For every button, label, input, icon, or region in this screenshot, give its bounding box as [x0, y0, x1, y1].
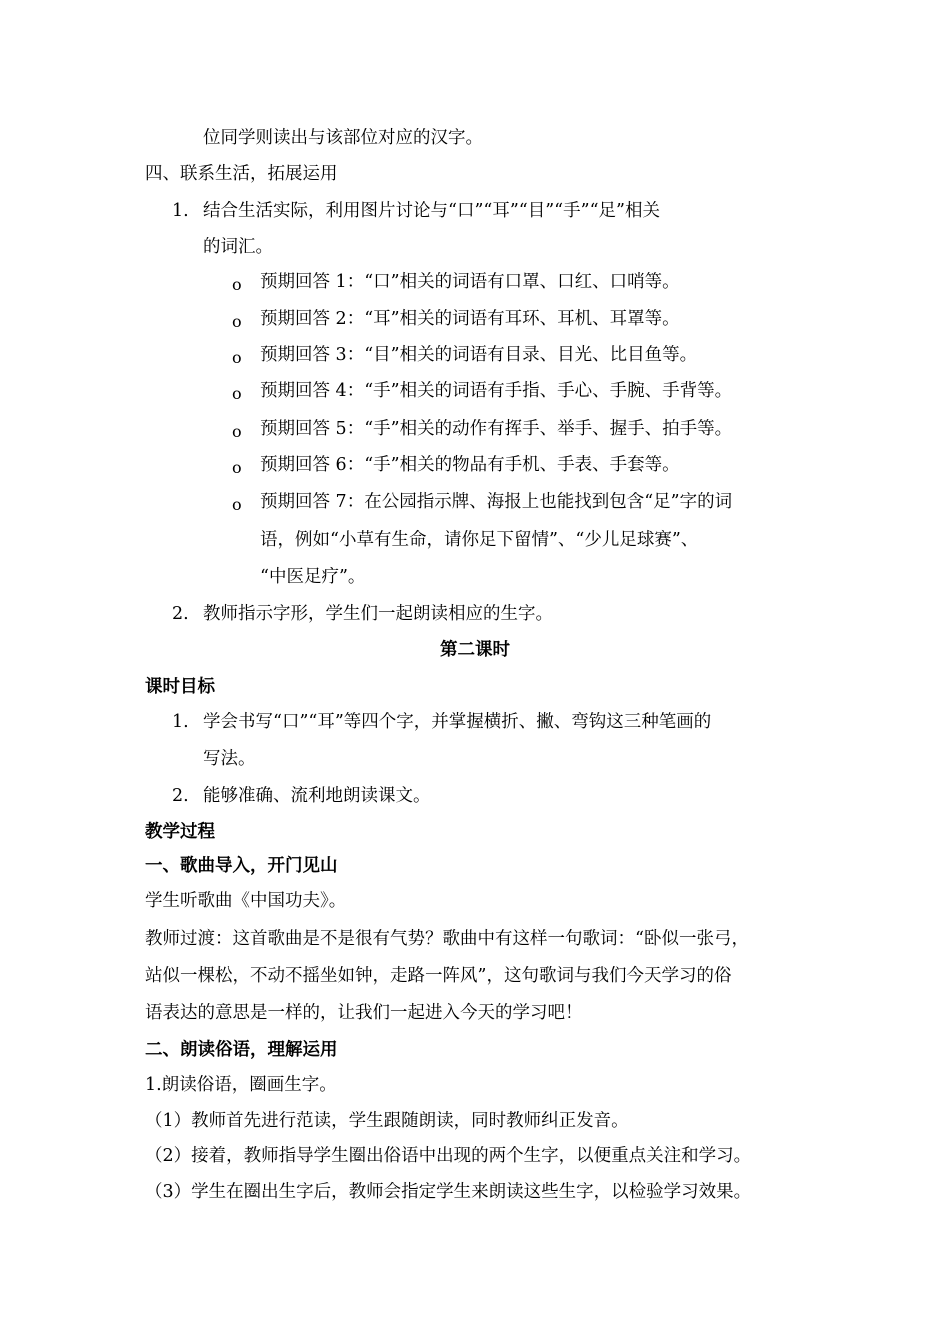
paragraph-line: 教师过渡：这首歌曲是不是很有气势？歌曲中有这样一句歌词：“卧似一张弓，	[145, 929, 749, 949]
list-item-text: 教师指示字形，学生们一起朗读相应的生字。	[203, 604, 553, 624]
list-number: 2.	[172, 786, 189, 806]
bullet-text: 语，例如“小草有生命，请你足下留情”、“少儿足球赛”、	[260, 530, 699, 550]
bullet-text: 预期回答 5：“手”相关的动作有挥手、举手、握手、拍手等。	[260, 419, 733, 439]
list-item-text: 的词汇。	[203, 237, 273, 257]
bullet-text: 预期回答 6：“手”相关的物品有手机、手表、手套等。	[260, 455, 680, 475]
bullet-marker: o	[232, 275, 242, 294]
list-number: 1.	[172, 201, 189, 221]
paragraph-line: 1.朗读俗语，圈画生字。	[145, 1075, 337, 1095]
paragraph-line: 学生听歌曲《中国功夫》。	[145, 891, 347, 911]
paragraph-line: 位同学则读出与该部位对应的汉字。	[203, 128, 483, 148]
bullet-text: 预期回答 1：“口”相关的词语有口罩、口红、口哨等。	[260, 272, 680, 292]
bullet-marker: o	[232, 348, 242, 367]
paragraph-line: （2）接着，教师指导学生圈出俗语中出现的两个生字，以便重点关注和学习。	[145, 1146, 752, 1166]
goals-heading: 课时目标	[145, 677, 215, 697]
section-heading: 四、联系生活，拓展运用	[145, 164, 338, 184]
list-item-text: 写法。	[203, 749, 256, 769]
part-heading: 二、朗读俗语，理解运用	[145, 1040, 338, 1060]
bullet-marker: o	[232, 384, 242, 403]
list-number: 1.	[172, 712, 189, 732]
list-item-text: 学会书写“口”“耳”等四个字，并掌握横折、撇、弯钩这三种笔画的	[203, 712, 712, 732]
paragraph-line: （3）学生在圈出生字后，教师会指定学生来朗读这些生字，以检验学习效果。	[145, 1182, 752, 1202]
list-item-text: 能够准确、流利地朗读课文。	[203, 786, 431, 806]
bullet-text: 预期回答 2：“耳”相关的词语有耳环、耳机、耳罩等。	[260, 309, 680, 329]
bullet-marker: o	[232, 458, 242, 477]
bullet-text: “中医足疗”。	[260, 567, 366, 587]
bullet-marker: o	[232, 495, 242, 514]
bullet-text: 预期回答 3：“目”相关的词语有目录、目光、比目鱼等。	[260, 345, 698, 365]
bullet-text: 预期回答 7：在公园指示牌、海报上也能找到包含“足”字的词	[260, 492, 733, 512]
section-title: 第二课时	[440, 640, 510, 660]
bullet-marker: o	[232, 312, 242, 331]
process-heading: 教学过程	[145, 822, 215, 842]
part-heading: 一、歌曲导入，开门见山	[145, 856, 338, 876]
paragraph-line: （1）教师首先进行范读，学生跟随朗读，同时教师纠正发音。	[145, 1111, 629, 1131]
list-item-text: 结合生活实际，利用图片讨论与“口”“耳”“目”“手”“足”相关	[203, 201, 660, 221]
bullet-marker: o	[232, 422, 242, 441]
bullet-text: 预期回答 4：“手”相关的词语有手指、手心、手腕、手背等。	[260, 381, 733, 401]
paragraph-line: 语表达的意思是一样的，让我们一起进入今天的学习吧！	[145, 1003, 583, 1023]
paragraph-line: 站似一棵松，不动不摇坐如钟，走路一阵风”，这句歌词与我们今天学习的俗	[145, 966, 732, 986]
list-number: 2.	[172, 604, 189, 624]
